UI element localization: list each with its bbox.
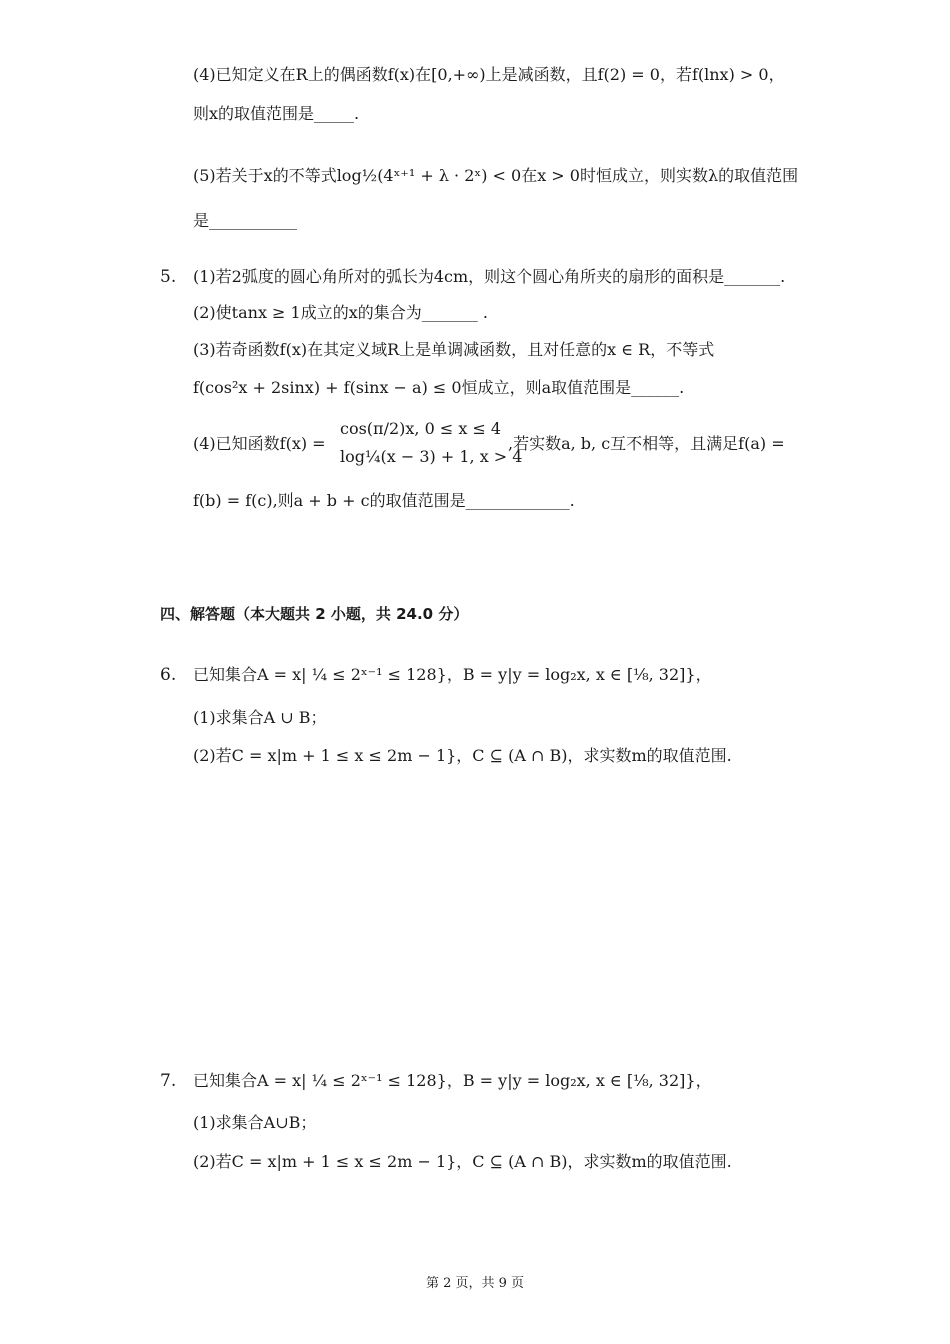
q5-part3-line2: f(cos²x + 2sinx) + f(sinx − a) ≤ 0恒成立，则a取值范围是______. bbox=[193, 378, 685, 397]
q4-part5-line1: (5)若关于x的不等式log½(4ˣ⁺¹ + λ · 2ˣ) < 0在x > 0时恒成立，则实数λ的取值范围 bbox=[193, 166, 799, 185]
q7-number: 7. bbox=[160, 1071, 177, 1091]
q7-part2: (2)若C = x|m + 1 ≤ x ≤ 2m − 1}，C ⊆ (A ∩ B)，求实数m的取值范围. bbox=[193, 1152, 732, 1171]
q5-number: 5. bbox=[160, 267, 177, 287]
q7-part1: (1)求集合A∪B； bbox=[193, 1113, 317, 1132]
page-footer: 第 2 页，共 9 页 bbox=[425, 1276, 525, 1291]
q5-part2: (2)使tanx ≥ 1成立的x的集合为_______ . bbox=[193, 303, 488, 322]
q5-part4-prefix: (4)已知函数f(x) = bbox=[193, 434, 326, 453]
q4-part4-line2: 则x的取值范围是_____. bbox=[193, 104, 360, 123]
q5-part4-suffix: ,若实数a, b, c互不相等，且满足f(a) = bbox=[508, 434, 785, 453]
q5-part4-case1: cos(π/2)x, 0 ≤ x ≤ 4 bbox=[340, 419, 502, 438]
q4-part4-line1: (4)已知定义在R上的偶函数f(x)在[0,+∞)上是减函数，且f(2) = 0，若f(lnx) > 0， bbox=[193, 65, 785, 84]
q7-stem: 已知集合A = x| ¼ ≤ 2ˣ⁻¹ ≤ 128}，B = y|y = log₂x, x ∈ [⅛, 32]}， bbox=[193, 1071, 712, 1090]
q6-part2: (2)若C = x|m + 1 ≤ x ≤ 2m − 1}，C ⊆ (A ∩ B)，求实数m的取值范围. bbox=[193, 746, 732, 765]
q6-number: 6. bbox=[160, 665, 177, 685]
q5-part4-case2: log¼(x − 3) + 1, x > 4 bbox=[340, 447, 523, 466]
q5-part4-line2: f(b) = f(c),则a + b + c的取值范围是_____________. bbox=[193, 491, 575, 510]
q5-part1: (1)若2弧度的圆心角所对的弧长为4cm，则这个圆心角所夹的扇形的面积是_______. bbox=[193, 267, 786, 286]
q5-part3-line1: (3)若奇函数f(x)在其定义域R上是单调减函数，且对任意的x ∈ R，不等式 bbox=[193, 340, 715, 359]
section-title: 四、解答题（本大题共 2 小题，共 24.0 分） bbox=[160, 605, 469, 623]
q6-part1: (1)求集合A ∪ B； bbox=[193, 708, 327, 727]
q6-stem: 已知集合A = x| ¼ ≤ 2ˣ⁻¹ ≤ 128}，B = y|y = log₂x, x ∈ [⅛, 32]}， bbox=[193, 665, 712, 684]
q4-part5-line2: 是___________ bbox=[193, 211, 298, 230]
